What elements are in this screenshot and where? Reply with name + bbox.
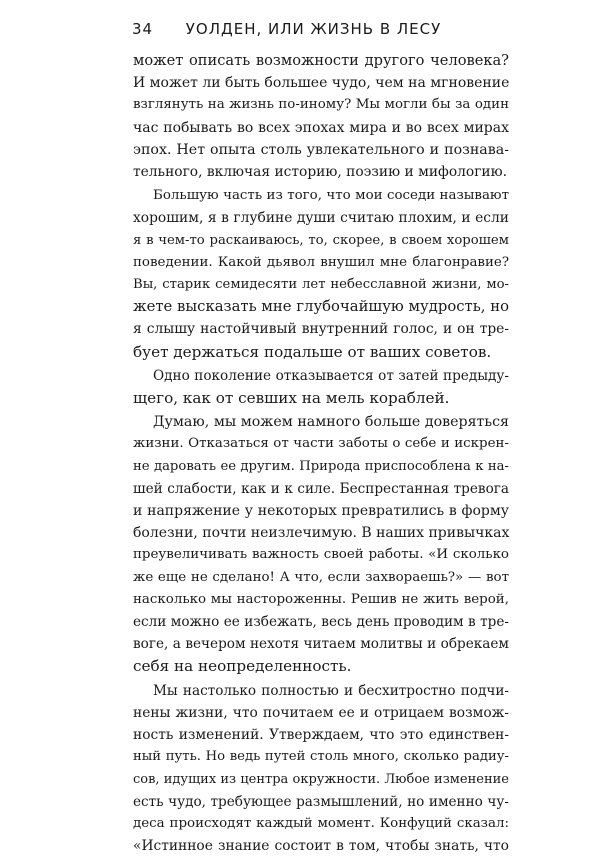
text-line: эпох. Нет опыта столь увлекательного и познава-: [133, 141, 509, 158]
text-line: бует держаться подальше от ваших советов.: [133, 342, 492, 361]
text-line: же еще не сделано! А что, если захвораешь?» — вот: [133, 569, 509, 585]
text-line: хорошим, я в глубине души считаю плохим, и если: [133, 210, 509, 227]
text-line: я слышу настойчивый внутренний голос, и он тре-: [133, 321, 509, 338]
page-number: 34: [132, 20, 154, 38]
text-line: час побывать во всех эпохах мира и во всех мирах: [133, 119, 509, 136]
paragraph: [133, 185, 509, 363]
text-line: есть чудо, требующее размышлений, но именно чу-: [133, 793, 509, 810]
text-line: нены жизни, что почитаем ее и отрицаем возмож-: [133, 704, 509, 721]
text-line: щего, как от севших на мель кораблей.: [133, 389, 450, 408]
text-line: взглянуть на жизнь по-иному? Мы могли бы за один: [133, 97, 509, 113]
text-line: шей слабости, как и к силе. Беспрестанная тревога: [133, 480, 509, 497]
text-line: И может ли быть большее чудо, чем на мгновение: [133, 75, 510, 92]
text-line: тельного, включая историю, поэзию и мифологию.: [133, 164, 508, 181]
book-title: УОЛДЕН, ИЛИ ЖИЗНЬ В ЛЕСУ: [185, 20, 442, 38]
text-line: Одно поколение отказывается от затей предыду-: [153, 367, 509, 384]
running-head: [132, 20, 512, 42]
text-line: жете высказать мне глубочайшую мудрость, но: [133, 298, 509, 316]
text-line: может описать возможности другого человека?: [133, 52, 509, 69]
body-text: [133, 50, 509, 859]
paragraph: [133, 680, 509, 858]
text-line: Думаю, мы можем намного больше доверяться: [153, 414, 509, 431]
text-line: преувеличивать важность своей работы. «И сколько: [133, 547, 509, 563]
text-line: болезни, почти неизлечимую. В наших привычках: [133, 525, 510, 542]
text-line: и напряжение у некоторых превратились в форму: [133, 503, 509, 520]
text-line: ность изменений. Утверждаем, что это единствен-: [133, 727, 509, 744]
paragraph: [133, 365, 509, 409]
paragraph: [133, 50, 509, 183]
text-line: себя на неопределенность.: [133, 657, 352, 676]
text-line: если можно ее избежать, весь день проводим в тре-: [133, 614, 509, 631]
text-line: сов, идущих из центра окружности. Любое изменение: [133, 771, 509, 787]
text-line: Большую часть из того, что мои соседи называют: [153, 188, 509, 204]
text-line: Мы настолько полностью и бесхитростно подчи-: [153, 682, 509, 699]
text-line: ный путь. Но ведь путей столь много, сколько радиу-: [133, 749, 509, 765]
text-line: поведении. Какой дьявол внушил мне благонравие?: [133, 254, 509, 270]
text-line: «Истинное знание состоит в том, чтобы знать, что: [133, 838, 509, 855]
text-line: жизни. Отказаться от части заботы о себе и искрен-: [133, 436, 509, 452]
text-line: я в чем-то раскаиваюсь, то, скорее, в своем хорошем: [133, 232, 509, 248]
text-line: насколько мы настороженны. Решив не жить верой,: [133, 591, 509, 607]
text-line: воге, а вечером нехотя читаем молитвы и обрекаем: [133, 636, 509, 653]
text-line: Вы, старик семидесяти лет небесславной жизни, мо-: [133, 277, 509, 293]
paragraph: [133, 411, 509, 677]
text-line: не даровать ее другим. Природа приспособлена к на-: [133, 458, 509, 474]
text-line: деса происходят каждый момент. Конфуций сказал:: [133, 815, 509, 831]
